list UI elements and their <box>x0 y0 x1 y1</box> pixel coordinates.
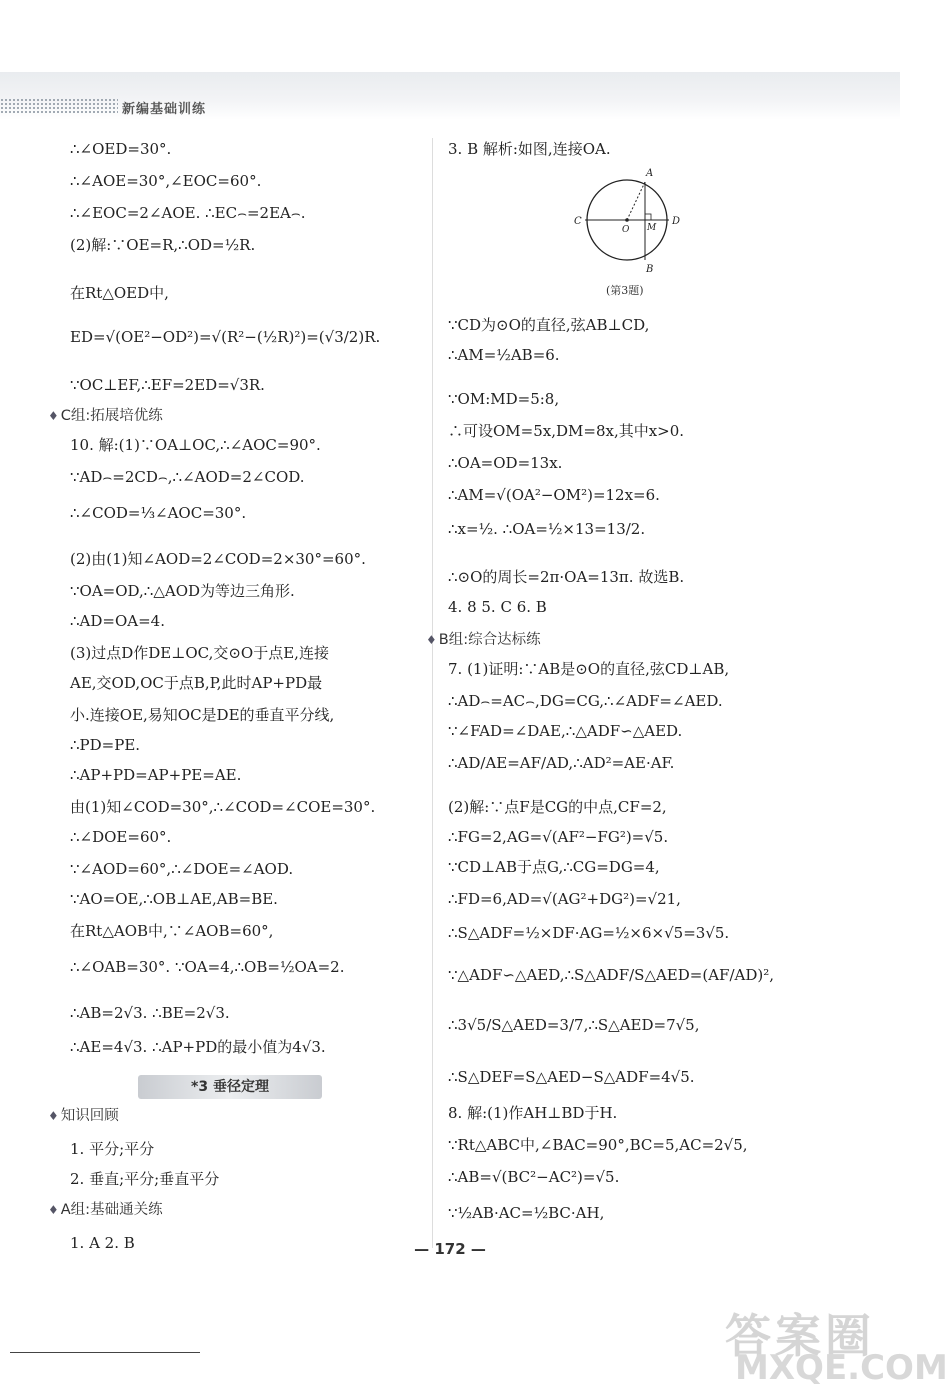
text-line: ∴FG=2,AG=√(AF²−FG²)=√5. <box>448 828 669 846</box>
header-dots <box>0 98 118 114</box>
section-heading: ♦ B组:综合达标练 <box>426 632 541 649</box>
label-C: C <box>574 216 582 227</box>
text-line: ∵OC⊥EF,∴EF=2ED=√3R. <box>70 376 265 394</box>
text-line: ∴AD/AE=AF/AD,∴AD²=AE·AF. <box>448 754 675 772</box>
text-line: ∴∠AOE=30°,∠EOC=60°. <box>70 172 262 190</box>
text-line: 在Rt△AOB中,∵∠AOB=60°, <box>70 922 274 940</box>
section-heading: ♦ A组:基础通关练 <box>48 1202 163 1219</box>
text-line: 4. 8 5. C 6. B <box>448 598 547 616</box>
text-line: ∴AE=4√3. ∴AP+PD的最小值为4√3. <box>70 1038 326 1056</box>
text-line: 8. 解:(1)作AH⊥BD于H. <box>448 1104 618 1122</box>
column-divider <box>432 138 433 1248</box>
text-line: ∴AD=OA=4. <box>70 612 165 630</box>
text-line: AE,交OD,OC于点B,P,此时AP+PD最 <box>70 674 323 692</box>
text-line: ∴AM=½AB=6. <box>448 346 560 364</box>
text-line: ∴可设OM=5x,DM=8x,其中x>0. <box>448 422 685 440</box>
figure-caption: (第3题) <box>606 284 644 297</box>
text-line: (2)解:∵OE=R,∴OD=½R. <box>70 236 256 254</box>
text-line: ∴x=½. ∴OA=½×13=13/2. <box>448 520 646 538</box>
label-B: B <box>646 264 654 275</box>
text-line: ∵CD⊥AB于点G,∴CG=DG=4, <box>448 858 660 876</box>
text-line: ∴FD=6,AD=√(AG²+DG²)=√21, <box>448 890 681 908</box>
text-line: ∴AB=√(BC²−AC²)=√5. <box>448 1168 620 1186</box>
text-line: ∵½AB·AC=½BC·AH, <box>448 1204 605 1222</box>
watermark-url: MXQE.COM <box>735 1348 948 1388</box>
text-line: ∴∠COD=⅓∠AOC=30°. <box>70 504 247 522</box>
text-line: ∴∠OAB=30°. ∵OA=4,∴OB=½OA=2. <box>70 958 345 976</box>
label-M: M <box>647 223 657 233</box>
text-line: ∴3√5/S△AED=3/7,∴S△AED=7√5, <box>448 1016 700 1034</box>
text-line: 7. (1)证明:∵AB是⊙O的直径,弦CD⊥AB, <box>448 660 730 678</box>
text-line: ∵∠AOD=60°,∴∠DOE=∠AOD. <box>70 860 294 878</box>
text-line: 小.连接OE,易知OC是DE的垂直平分线, <box>70 706 335 724</box>
text-line: ∴∠OED=30°. <box>70 140 172 158</box>
text-line: ∵AO=OE,∴OB⊥AE,AB=BE. <box>70 890 278 908</box>
circle-diagram <box>572 168 682 282</box>
text-line: 1. A 2. B <box>70 1234 135 1252</box>
text-line: 10. 解:(1)∵OA⊥OC,∴∠AOC=90°. <box>70 436 321 454</box>
text-line: ∵Rt△ABC中,∠BAC=90°,BC=5,AC=2√5, <box>448 1136 748 1154</box>
text-line: ∵CD为⊙O的直径,弦AB⊥CD, <box>448 316 650 334</box>
label-A: A <box>646 168 654 179</box>
text-line: ∴OA=OD=13x. <box>448 454 563 472</box>
brand-title: 新编基础训练 <box>122 102 207 117</box>
text-line: (3)过点D作DE⊥OC,交⊙O于点E,连接 <box>70 644 329 662</box>
text-line: ∴⊙O的周长=2π·OA=13π. 故选B. <box>448 568 685 586</box>
label-D: D <box>672 216 681 227</box>
text-line: 由(1)知∠COD=30°,∴∠COD=∠COE=30°. <box>70 798 376 816</box>
lesson-title: *3 垂径定理 <box>138 1075 322 1099</box>
text-line: ∴AM=√(OA²−OM²)=12x=6. <box>448 486 660 504</box>
text-line: ∴S△ADF=½×DF·AG=½×6×√5=3√5. <box>448 924 730 942</box>
section-heading: ♦ 知识回顾 <box>48 1108 119 1125</box>
text-line: ∵∠FAD=∠DAE,∴△ADF∽△AED. <box>448 722 683 740</box>
text-line: ED=√(OE²−OD²)=√(R²−(½R)²)=(√3/2)R. <box>70 328 381 346</box>
text-line: ∴PD=PE. <box>70 736 141 754</box>
text-line: 在Rt△OED中, <box>70 284 169 302</box>
text-line: ∴AP+PD=AP+PE=AE. <box>70 766 242 784</box>
page-number: — 172 — <box>414 1240 486 1258</box>
text-line: ∵△ADF∽△AED,∴S△ADF/S△AED=(AF/AD)², <box>448 966 774 984</box>
text-line: ∴AB=2√3. ∴BE=2√3. <box>70 1004 230 1022</box>
text-line: ∴∠DOE=60°. <box>70 828 172 846</box>
section-heading: ♦ C组:拓展培优练 <box>48 408 163 425</box>
text-line: ∵OA=OD,∴△AOD为等边三角形. <box>70 582 295 600</box>
text-line: 2. 垂直;平分;垂直平分 <box>70 1170 220 1188</box>
footer-rule <box>10 1352 200 1353</box>
text-line: ∴∠EOC=2∠AOE. ∴EC⌢=2EA⌢. <box>70 204 306 222</box>
text-line: 3. B 解析:如图,连接OA. <box>448 140 611 158</box>
watermark-logo: 答案圈 <box>725 1309 875 1363</box>
text-line: ∴S△DEF=S△AED−S△ADF=4√5. <box>448 1068 695 1086</box>
text-line: 1. 平分;平分 <box>70 1140 155 1158</box>
text-line: (2)解:∵点F是CG的中点,CF=2, <box>448 798 667 816</box>
label-O: O <box>622 225 630 235</box>
text-line: ∴AD⌢=AC⌢,DG=CG,∴∠ADF=∠AED. <box>448 692 723 710</box>
text-line: (2)由(1)知∠AOD=2∠COD=2×30°=60°. <box>70 550 366 568</box>
text-line: ∵AD⌢=2CD⌢,∴∠AOD=2∠COD. <box>70 468 305 486</box>
text-line: ∵OM:MD=5:8, <box>448 390 560 408</box>
